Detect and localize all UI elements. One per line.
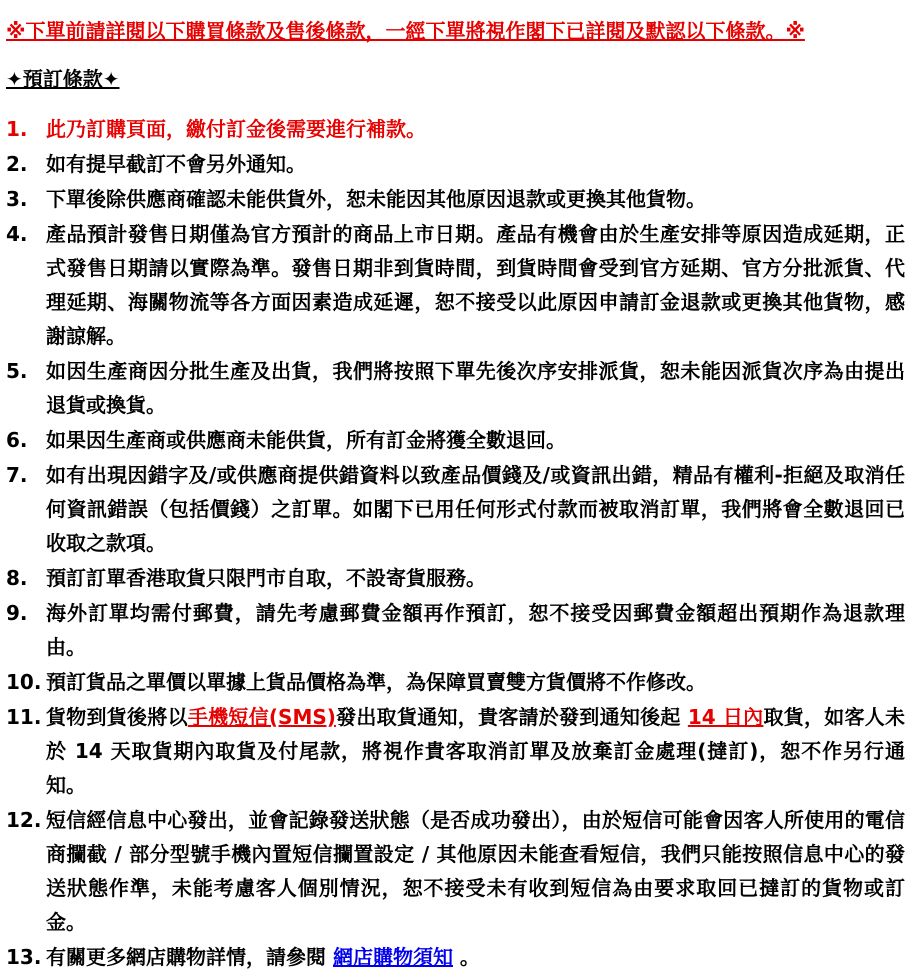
terms-item	[6, 561, 905, 595]
terms-item-number: 1.	[6, 117, 28, 141]
terms-text-segment: 產品預計發售日期僅為官方預計的商品上市日期。產品有機會由於生產安排等原因造成延期，正式發售日期請以實際為準。發售日期非到貨時間，到貨時間會受到官方延期、官方分批派貨、代理延期、海關物流等各方面因素造成延遲，恕不接受以此原因申請訂金退款或更換其他貨物，感謝諒解。	[46, 222, 905, 348]
terms-text-segment: 14 日內	[687, 705, 764, 729]
terms-item-number: 10.	[6, 670, 42, 694]
terms-item-number: 7.	[6, 463, 28, 487]
terms-list	[6, 112, 905, 974]
terms-item	[6, 112, 905, 146]
purchase-notice-header: ※下單前請詳閱以下購買條款及售後條款，一經下單將視作閣下已詳閱及默認以下條款。※	[6, 19, 805, 43]
terms-item	[6, 182, 905, 216]
terms-text-segment: 下單後除供應商確認未能供貨外，恕未能因其他原因退款或更換其他貨物。	[46, 187, 706, 211]
terms-item-text	[46, 458, 905, 560]
terms-item-text	[46, 182, 905, 216]
preorder-terms-title: ✦預訂條款✦	[6, 67, 120, 91]
terms-text-segment: 發出取貨通知，貴客請於發到通知後起	[335, 705, 688, 729]
terms-text-segment: 如果因生產商或供應商未能供貨，所有訂金將獲全數退回。	[46, 428, 566, 452]
terms-item	[6, 354, 905, 422]
terms-item	[6, 665, 905, 699]
terms-item-text	[46, 423, 905, 457]
terms-item-number: 3.	[6, 187, 28, 211]
terms-text-segment: 預訂訂單香港取貨只限門市自取，不設寄貨服務。	[46, 566, 486, 590]
terms-item-text	[46, 112, 905, 146]
terms-item-text	[46, 940, 905, 974]
terms-item-number: 4.	[6, 222, 28, 246]
terms-item	[6, 147, 905, 181]
terms-item-number: 6.	[6, 428, 28, 452]
terms-item	[6, 596, 905, 664]
terms-item	[6, 423, 905, 457]
terms-text-segment: 如有提早截訂不會另外通知。	[46, 152, 306, 176]
terms-item-text	[46, 147, 905, 181]
terms-item	[6, 940, 905, 974]
terms-text-segment: 取貨，如客人未於 14 天取貨期內取貨及付尾款，將視作貴客取消訂單及放棄訂金處理(撻訂)，恕不作另行通知。	[46, 705, 906, 797]
preorder-terms-page	[6, 14, 905, 974]
terms-text-segment: 預訂貨品之單價以單據上貨品價格為準，為保障買賣雙方貨價將不作修改。	[46, 670, 706, 694]
terms-text-segment: 手機短信(SMS)	[187, 705, 336, 729]
terms-item	[6, 217, 905, 353]
terms-text-segment: 此乃訂購頁面，繳付訂金後需要進行補款。	[46, 117, 426, 141]
terms-text-segment: 海外訂單均需付郵費，請先考慮郵費金額再作預訂，恕不接受因郵費金額超出預期作為退款理由。	[46, 601, 905, 659]
terms-item-number: 5.	[6, 359, 28, 383]
terms-item-text	[46, 803, 905, 939]
terms-item	[6, 700, 905, 802]
shop-notice-link[interactable]: 網店購物須知	[332, 945, 453, 969]
terms-item-number: 9.	[6, 601, 28, 625]
terms-text-segment: 有關更多網店購物詳情，請參閱	[46, 945, 333, 969]
terms-item-number: 11.	[6, 705, 42, 729]
terms-text-segment: 貨物到貨後將以	[46, 705, 188, 729]
terms-item-text	[46, 665, 905, 699]
terms-item-text	[46, 354, 905, 422]
terms-item	[6, 803, 905, 939]
terms-item-number: 8.	[6, 566, 28, 590]
terms-item-number: 12.	[6, 808, 42, 832]
terms-text-segment: 。	[452, 945, 480, 969]
terms-text-segment: 如有出現因錯字及/或供應商提供錯資料以致產品價錢及/或資訊出錯，精品有權利-拒絕及取消任何資訊錯誤（包括價錢）之訂單。如閣下已用任何形式付款而被取消訂單，我們將會全數退回已收取之款項。	[46, 463, 905, 555]
terms-text-segment: 短信經信息中心發出，並會記錄發送狀態（是否成功發出），由於短信可能會因客人所使用的電信商攔截 / 部分型號手機內置短信攔置設定 / 其他原因未能查看短信，我們只能按照信息中心的發送狀態作準，未能考慮客人個別情況，恕不接受未有收到短信為由要求取回已撻訂的貨物或訂金。	[46, 808, 905, 934]
terms-item-text	[46, 217, 905, 353]
terms-text-segment: 如因生產商因分批生產及出貨，我們將按照下單先後次序安排派貨，恕未能因派貨次序為由提出退貨或換貨。	[46, 359, 905, 417]
terms-item-number: 2.	[6, 152, 28, 176]
terms-item-text	[46, 561, 905, 595]
terms-item	[6, 458, 905, 560]
terms-item-text	[46, 596, 905, 664]
terms-item-number: 13.	[6, 945, 42, 969]
terms-item-text	[46, 700, 905, 802]
